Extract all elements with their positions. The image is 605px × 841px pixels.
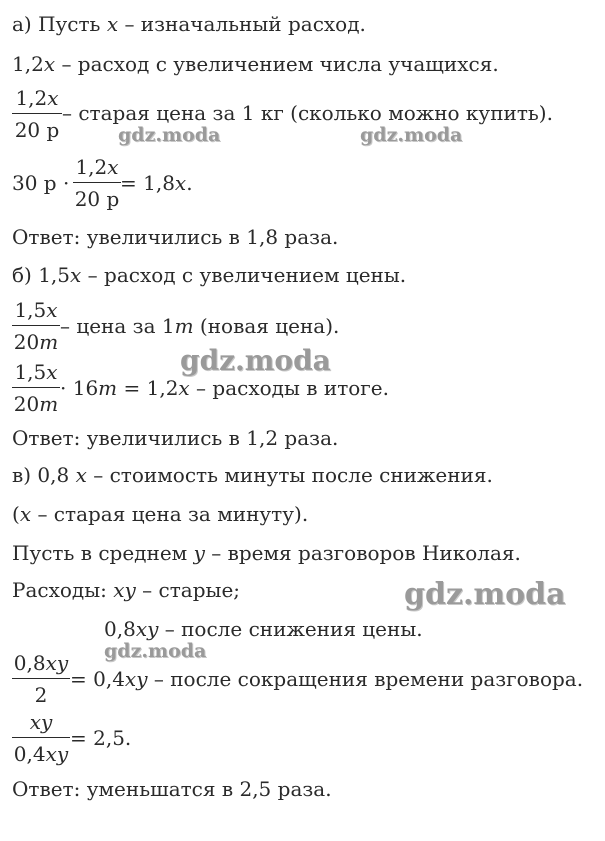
part-a-fraction-1: 1,2x 20 р xyxy=(12,88,62,140)
part-b-intro: б) 1,5x – расход с увеличением цены. xyxy=(12,263,407,287)
watermark: gdz.moda xyxy=(180,344,331,377)
part-a-answer: Ответ: увеличились в 1,8 раза. xyxy=(12,225,339,249)
part-c-line-6: = 0,4xy – после сокращения времени разговора. xyxy=(70,667,584,691)
part-c-answer: Ответ: уменьшатся в 2,5 раза. xyxy=(12,777,332,801)
part-a-line-4-prefix: 30 р · xyxy=(12,171,70,195)
part-b-answer: Ответ: увеличились в 1,2 раза. xyxy=(12,426,339,450)
part-c-line-3: Пусть в среднем y – время разговоров Николая. xyxy=(12,541,521,565)
watermark: gdz.moda xyxy=(118,124,221,146)
part-c-intro: в) 0,8 x – стоимость минуты после снижения. xyxy=(12,463,493,487)
part-a-line-2: 1,2x – расход с увеличением числа учащихся. xyxy=(12,52,499,76)
part-c-fraction-2: xy 0,4xy xyxy=(13,710,69,766)
part-c-line-2: (x – старая цена за минуту). xyxy=(12,502,309,526)
part-b-line-3: · 16m = 1,2x – расходы в итоге. xyxy=(60,376,389,400)
part-a-line-4-result: = 1,8x. xyxy=(120,171,193,195)
part-a-fraction-2: 1,2x 20 р xyxy=(74,155,120,211)
part-c-fraction-1: 0,8xy 2 xyxy=(13,651,69,707)
watermark: gdz.moda xyxy=(360,124,463,146)
part-b-line-2: – цена за 1m (новая цена). xyxy=(60,314,340,338)
part-c-line-4: Расходы: xy – старые; xyxy=(12,578,241,602)
part-b-fraction-1: 1,5x 20m xyxy=(13,298,59,354)
part-a-intro: а) Пусть x – изначальный расход. xyxy=(12,12,366,36)
part-a-line-3: – старая цена за 1 кг (сколько можно купить). xyxy=(62,101,553,125)
part-c-line-5: 0,8xy – после снижения цены. xyxy=(104,617,423,641)
watermark: gdz.moda xyxy=(404,577,566,612)
part-c-line-7: = 2,5. xyxy=(70,726,132,750)
part-b-fraction-2: 1,5x 20m xyxy=(13,360,59,416)
watermark: gdz.moda xyxy=(104,640,207,662)
